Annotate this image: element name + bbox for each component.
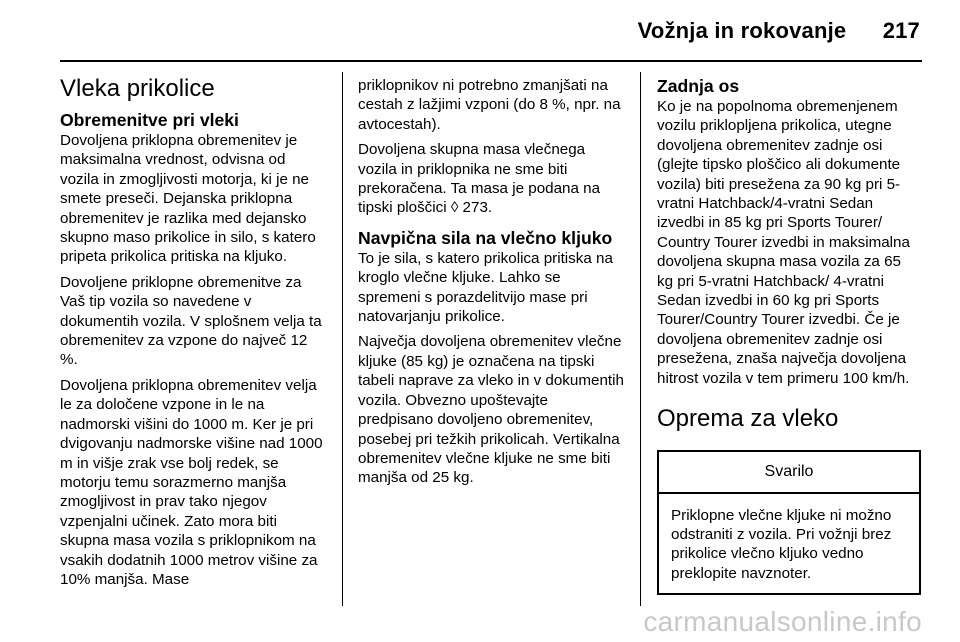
header-title: Vožnja in rokovanje [637,18,847,43]
column-2 [358,76,626,494]
subheading-trailer-loads: Obremenitve pri vleki [60,110,239,130]
paragraph: Ko je na popolnoma obremenjenem vozilu priklopljena prikolica, utegne dovoljena obremenitev zadnje osi (glejte tipsko ploščico ali dokumente vozila) biti presežena za 90 kg pri 5-vratni Hatchback/4-vratni Sedan izvedbi in 85 kg pri Sports Tourer/ Country Tourer izvedbi in maksimalna dovoljena skupna masa vozila za 65 kg pri 5-vratni Hatchback/ 4-vratni Sedan izvedbi in 60 kg pri Sports Tourer/Country Tourer izvedbi. Če je dovoljena obremenitev zadnje osi presežena, znaša največja dovoljena hitrost vozila v tem primeru 100 km/h. [657,98,910,387]
paragraph: Dovoljena priklopna obremenitev je maksimalna vrednost, odvisna od vozila in zmogljivosti motorja, ki je ne smete preseči. Dejanska priklopna obremenitev je razlika med dejansko skupno maso prikolice in silo, s katero pripeta prikolica pritiska na kljuko. [60,132,316,266]
page-number: 217 [882,18,920,43]
warning-text: Priklopne vlečne kljuke ni možno odstraniti z vozila. Pri vožnji brez prikolice vlečno kljuko vedno preklopite navznoter. [671,506,892,582]
paragraph: priklopnikov ni potrebno zmanjšati na cestah z lažjimi vzponi (do 8 %, npr. na avtocestah). [358,77,621,133]
paragraph: Dovoljena skupna masa vlečnega vozila in priklopnika ne sme biti prekoračena. Ta masa je podana na tipski ploščici ◊ 273. [358,141,601,217]
paragraph: To je sila, s katero prikolica pritiska na kroglo vlečne kljuke. Lahko se spremeni s porazdelitvijo mase pri natovarjanju prikolice. [358,249,613,326]
column-3 [657,76,921,595]
section-title-trailer-towing: Vleka prikolice [60,75,215,102]
warning-box [657,450,921,595]
column-1 [60,74,328,595]
subheading-rear-axle: Zadnja os [657,76,740,96]
column-divider [342,72,343,606]
header-rule [60,60,922,62]
section-title-towing-equipment: Oprema za vleko [657,405,839,433]
warning-title: Svarilo [659,452,919,493]
paragraph: Največja dovoljena obremenitev vlečne kljuke (85 kg) je označena na tipski tabeli naprave za vleko in v dokumentih vozila. Obvezno upoštevajte predpisano dovoljeno obremenitev, posebej pri težkih prikolicah. Vertikalna obremenitev vlečne kljuke ne sme biti manjša od 25 kg. [358,333,624,487]
subheading-vertical-load: Navpična sila na vlečno kljuko [358,227,613,248]
paragraph: Dovoljene priklopne obremenitve za Vaš tip vozila so navedene v dokumentih vozila. V splošnem velja ta obremenitev za vzpone do največ 12 %. [60,273,322,369]
paragraph: Dovoljena priklopna obremenitev velja le za določene vzpone in le na nadmorski višini do 1000 m. Ker je pri dvigovanju nadmorske višine nad 1000 m in višje zrak vse bolj redek, se motorju temu sorazmerno manjša zmogljivost in prav tako njegov vzpenjalni učinek. Zato mora biti skupna masa vozila s priklopnikom na vsakih dodatnih 1000 metrov višine za 10% manjša. Mase [60,376,323,588]
page-header [638,18,920,44]
column-divider [640,72,641,606]
watermark: carmanualsonline.info [643,606,922,637]
